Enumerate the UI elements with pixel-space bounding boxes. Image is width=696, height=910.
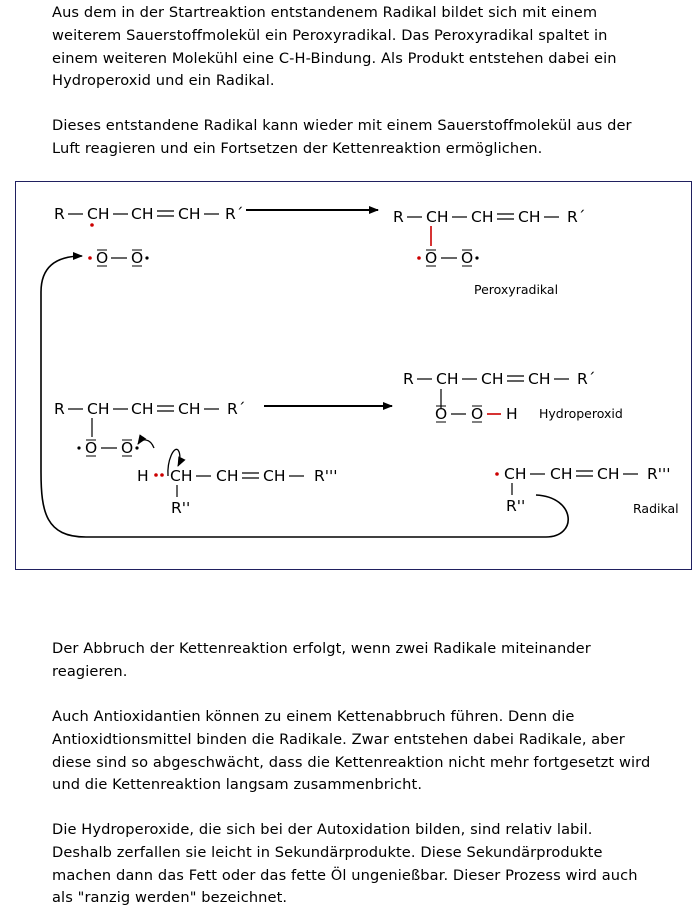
electron-arrow [138,440,154,448]
svg-text:R´: R´ [225,205,244,223]
svg-text:R''': R''' [314,467,338,485]
paragraph-chain-continuation: Dieses entstandene Radikal kann wieder mit einem Sauerstoffmolekül aus der Luft reagieren und ein Fortsetzen der Kettenreaktion ermöglichen. [52,117,632,157]
svg-text:CH: CH [178,400,201,418]
paragraph-radical-formation: Aus dem in der Startreaktion entstandenem Radikal bildet sich mit einem weiterem Sauerstoffmolekül ein Peroxyradikal. Das Peroxyradikal spaltet in einem weiteren Molekühl eine C-H-Bindung. Als Produkt entstehen dabei ein Hydroperoxid und ein Radikal. [52,4,617,90]
svg-text:O: O [85,439,98,457]
peroxyradical-structure [393,208,586,267]
label-hydroperoxid: Hydroperoxid [539,406,623,421]
svg-text:CH: CH [87,400,110,418]
reaction-diagram [15,181,692,570]
svg-text:CH: CH [263,467,286,485]
svg-text:H: H [506,405,518,423]
oxygen-molecule [88,249,148,267]
svg-text:O: O [131,249,144,267]
svg-text:O: O [461,249,474,267]
svg-text:R''': R''' [647,465,671,483]
atom-r: R [54,205,65,223]
svg-text:R´: R´ [577,370,596,388]
svg-text:R'': R'' [171,499,191,517]
svg-text:H: H [137,467,149,485]
svg-text:R: R [403,370,414,388]
radical-dot [90,223,94,227]
svg-text:R'': R'' [506,497,526,515]
svg-text:CH: CH [436,370,459,388]
svg-text:CH: CH [528,370,551,388]
svg-text:CH: CH [597,465,620,483]
label-radikal: Radikal [633,501,679,516]
svg-text:CH: CH [216,467,239,485]
svg-text:CH: CH [504,465,527,483]
radical-dot [88,256,92,260]
svg-text:CH: CH [131,205,154,223]
svg-text:CH: CH [550,465,573,483]
svg-text:O: O [471,405,484,423]
svg-text:R: R [393,208,404,226]
atom-ch: CH [87,205,110,223]
svg-text:O: O [425,249,438,267]
hydrocarbon-reactant [137,449,338,517]
svg-text:O: O [96,249,109,267]
paragraph-antioxidants: Auch Antioxidantien können zu einem Kettenabbruch führen. Denn die Antioxidtionsmittel binden die Radikale. Zwar entstehen dabei Radikale, aber diese sind so abgeschwächt, dass die Kettenreaktion nicht mehr fortgesetzt wird und die Kettenreaktion langsam zusammenbricht. [52,708,651,794]
svg-text:CH: CH [471,208,494,226]
svg-text:CH: CH [518,208,541,226]
svg-text:CH: CH [131,400,154,418]
paragraph-hydroperoxides: Die Hydroperoxide, die sich bei der Autoxidation bilden, sind relativ labil. Deshalb zerfallen sie leicht in Sekundärprodukte. Diese Sekundärprodukte machen dann das Fett oder das fette Öl ungenießbar. Dieser Prozess wird auch als "ranzig werden" bezeichnet. [52,821,638,907]
svg-text:CH: CH [481,370,504,388]
label-peroxyradikal: Peroxyradikal [474,282,559,297]
svg-text:O: O [121,439,134,457]
svg-text:R´: R´ [227,400,246,418]
reaction-diagram-svg [16,182,693,571]
svg-text:R: R [54,400,65,418]
paragraph-chain-termination: Der Abbruch der Kettenreaktion erfolgt, wenn zwei Radikale miteinander reagieren. [52,640,591,680]
reactant-radical [54,205,244,227]
peroxyradical-reactant [54,400,246,457]
svg-text:R´: R´ [567,208,586,226]
svg-text:CH: CH [178,205,201,223]
cycle-arrow [41,256,568,537]
svg-text:CH: CH [170,467,193,485]
svg-text:CH: CH [426,208,449,226]
svg-text:O: O [435,405,448,423]
